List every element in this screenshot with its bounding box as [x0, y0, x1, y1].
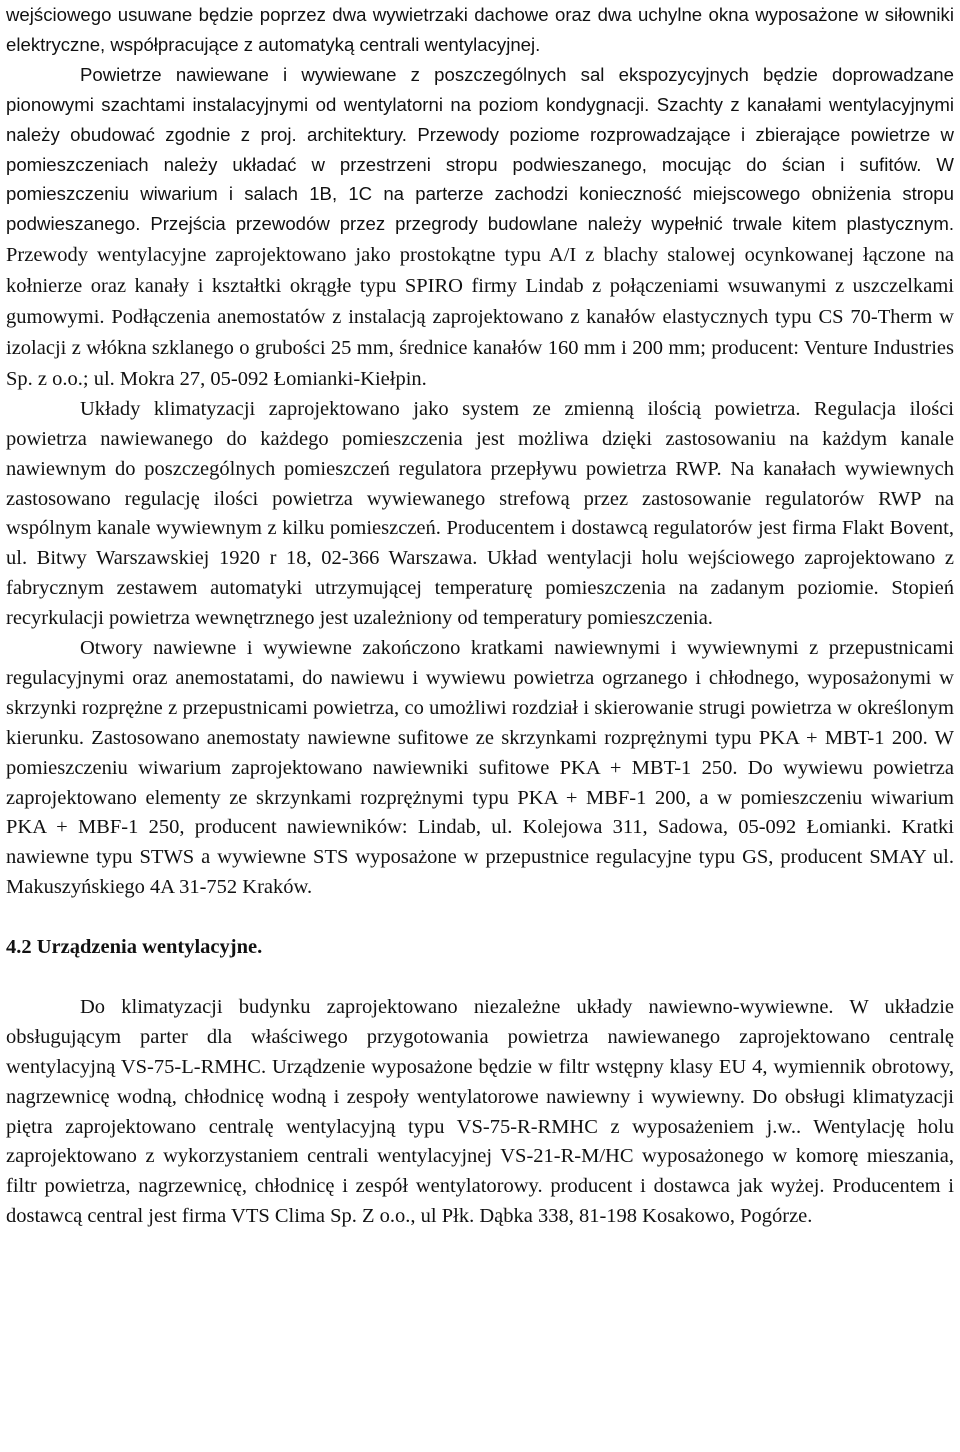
- paragraph-text-4: Do klimatyzacji budynku zaprojektowano niezależne układy nawiewno-wywiewne. W układzie obsługującym parter dla właściwego przygotowania powietrza nawiewanego zaprojektowano centralę wentylacyjną VS-75-L-RMHC. Urządzenie wyposażone będzie w filtr wstępny klasy EU 4, wymiennik obrotowy, nagrzewnicę wodną, chłodnicę wodną i zespoły wentylatorowe nawiewny i wywiewny. Do obsługi klimatyzacji piętra zaprojektowano centralę wentylacyjną typu VS-75-R-RMHC z wyposażeniem j.w.. Wentylację holu zaprojektowano z wykorzystaniem centrali wentylacyjnej VS-21-R-M/HC wyposażonego w komorę mieszania, filtr powietrza, nagrzewnicę, chłodnicę i zespół wentylatorowy. producent i dostawca jak wyżej. Producentem i dostawcą central jest firma VTS Clima Sp. Z o.o., ul Płk. Dąbka 338, 81-198 Kosakowo, Pogórze.: [6, 995, 954, 1228]
- paragraph-intro-continuation: [6, 0, 954, 60]
- paragraph-air-conditioning: [6, 395, 954, 634]
- paragraph-text-1c: Przewody wentylacyjne zaprojektowano jako prostokątne typu A/I z blachy stalowej ocynkowanej łączone na kołnierze oraz kanały i kształtki okrągłe typu SPIRO firmy Lindab z połączeniami wsuwanymi z uszczelkami gumowymi. Podłączenia anemostatów z instalacją zaprojektowano z kanałów elastycznych typu CS 70-Therm w izolacji z włókna szklanego o grubości 25 mm, średnice kanałów 160 mm i 200 mm; producent: Venture Industries Sp. z o.o.; ul. Mokra 27, 05-092 Łomianki-Kiełpin.: [6, 244, 954, 390]
- paragraph-text-2: Układy klimatyzacji zaprojektowano jako system ze zmienną ilością powietrza. Regulacja ilości powietrza nawiewanego do każdego pomieszczenia jest możliwa dzięki zastosowaniu na każdym kanale nawiewnym do poszczególnych pomieszczeń regulatora przepływu powietrza RWP. Na kanałach wywiewnych zastosowano regulację ilości powietrza wywiewanego strefową przez zastosowanie regulatorów RWP na wspólnym kanale wywiewnym z kilku pomieszczeń. Producentem i dostawcą regulatorów jest firma Flakt Bovent, ul. Bitwy Warszawskiej 1920 r 18, 02-366 Warszawa. Układ wentylacji holu wejściowego zaprojektowano z fabrycznym zestawem automatyki utrzymującej temperaturę pomieszczenia na zadanym poziomie. Stopień recyrkulacji powietrza wewnętrznego jest uzależniony od temperatury pomieszczenia.: [6, 397, 954, 630]
- paragraph-air-ducts: [6, 60, 954, 395]
- section-heading: 4.2 Urządzenia wentylacyjne.: [6, 936, 263, 959]
- spacer: [6, 963, 954, 993]
- paragraph-vents: [6, 634, 954, 903]
- paragraph-text-1b: Powietrze nawiewane i wywiewane z poszczególnych sal ekspozycyjnych będzie doprowadzane pionowymi szachtami instalacyjnymi od wentylatorni na poziom kondygnacji. Szachty z kanałami wentylacyjnymi należy obudować zgodnie z proj. architektury. Przewody poziome rozprowadzające i zbierające powietrze w pomieszczeniach należy układać w przestrzeni stropu podwieszanego, mocując do ścian i sufitów. W pomieszczeniu wiwarium i salach 1B, 1C na parterze zachodzi konieczność miejscowego obniżenia stropu podwieszanego. Przejścia przewodów przez przegrody budowlane należy wypełnić trwale kitem plastycznym.: [6, 63, 954, 235]
- spacer: [6, 903, 954, 933]
- paragraph-text-1a: wejściowego usuwane będzie poprzez dwa wywietrzaki dachowe oraz dwa uchylne okna wyposażone w siłowniki elektryczne, współpracujące z automatyką centrali wentylacyjnej.: [6, 4, 954, 55]
- document-page: [6, 0, 954, 1232]
- paragraph-text-3: Otwory nawiewne i wywiewne zakończono kratkami nawiewnymi i wywiewnymi z przepustnicami regulacyjnymi oraz anemostatami, do nawiewu i wywiewu powietrza ogrzanego i chłodnego, wyposażonymi w skrzynki rozprężne z przepustnicami powietrza, co umożliwi rozdział i skierowanie strugi powietrza w określonym kierunku. Zastosowano anemostaty nawiewne sufitowe ze skrzynkami rozprężnymi typu PKA + MBT-1 200. W pomieszczeniu wiwarium zaprojektowano nawiewniki sufitowe PKA + MBT-1 250. Do wywiewu powietrza zaprojektowano elementy ze skrzynkami rozprężnymi typu PKA + MBF-1 200, a w pomieszczeniu wiwarium PKA + MBF-1 250, producent nawiewników: Lindab, ul. Kolejowa 311, Sadowa, 05-092 Łomianki. Kratki nawiewne typu STWS a wywiewne STS wyposażone w przepustnice regulacyjne typu GS, producent SMAY ul. Makuszyńskiego 4A 31-752 Kraków.: [6, 637, 954, 899]
- paragraph-ventilation-units: [6, 993, 954, 1232]
